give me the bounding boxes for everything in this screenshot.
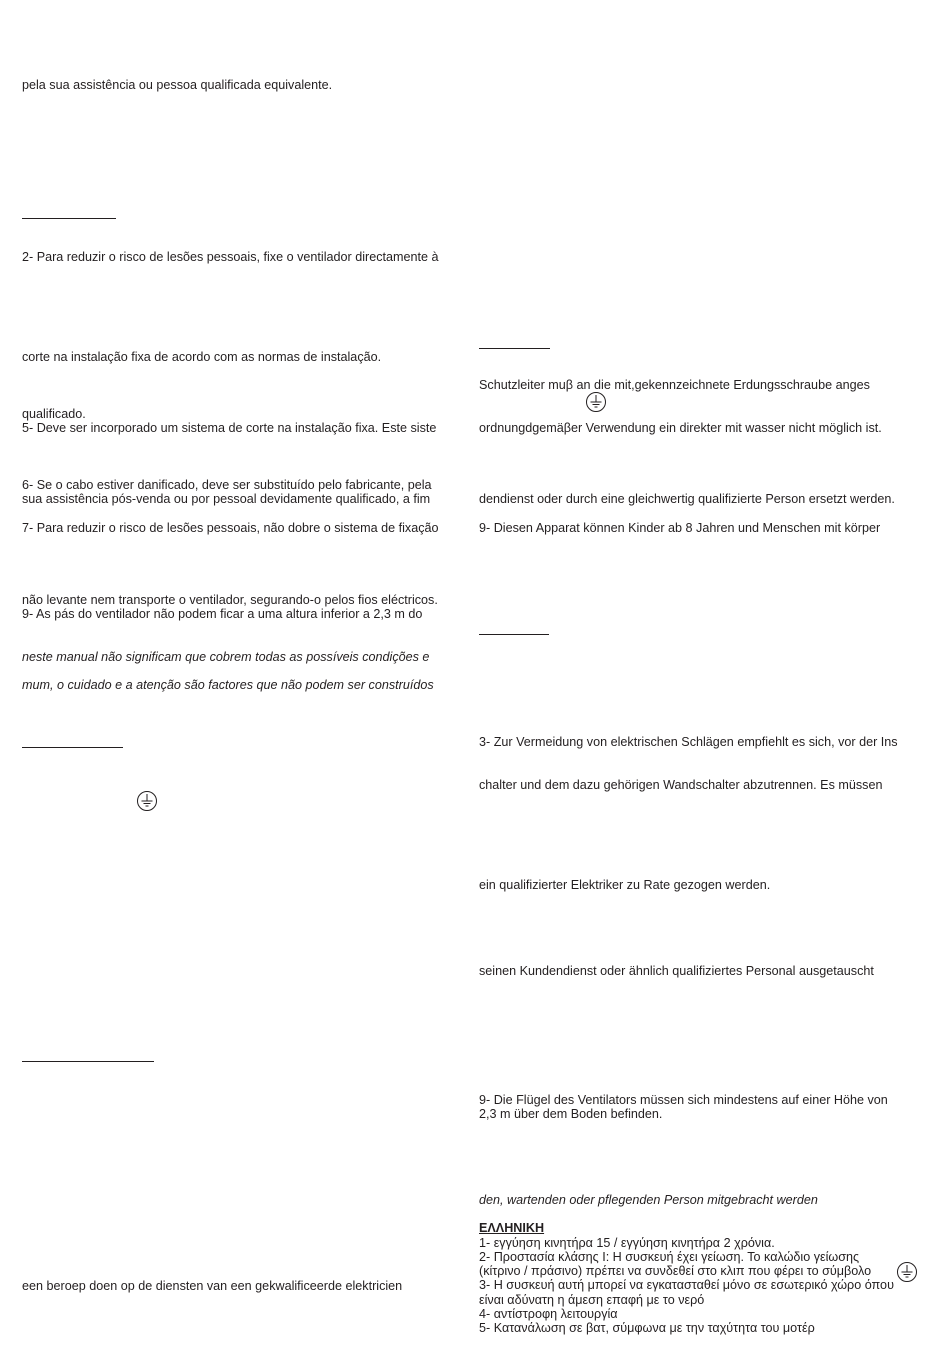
section-rule — [479, 348, 550, 349]
text-line: 5- Deve ser incorporado um sistema de corte na instalação fixa. Este siste — [22, 421, 437, 435]
section-rule — [22, 218, 116, 219]
text-line: είναι αδύνατη η άμεση επαφή με το νερό — [479, 1293, 705, 1307]
text-line: seinen Kundendienst oder ähnlich qualifiziertes Personal ausgetauscht — [479, 964, 874, 978]
text-line: sua assistência pós-venda ou por pessoal devidamente qualificado, a fim — [22, 492, 431, 506]
text-line: qualificado. — [22, 407, 86, 421]
text-line: 2- Para reduzir o risco de lesões pessoais, fixe o ventilador directamente à — [22, 250, 439, 264]
ground-symbol-icon — [585, 391, 607, 413]
text-line: 4- αντίστροφη λειτουργία — [479, 1307, 618, 1321]
text-line: 2- Προστασία κλάσης I: Η συσκευή έχει γείωση. Το καλώδιο γείωσης — [479, 1250, 860, 1264]
text-line: chalter und dem dazu gehörigen Wandschalter abzutrennen. Es müssen — [479, 778, 883, 792]
italic-text-line: neste manual não significam que cobrem todas as possíveis condições e — [22, 650, 430, 664]
section-rule — [22, 747, 123, 748]
italic-text-line: den, wartenden oder pflegenden Person mitgebracht werden — [479, 1193, 818, 1207]
text-line: não levante nem transporte o ventilador, segurando-o pelos fios eléctricos. — [22, 593, 438, 607]
text-line: Schutzleiter muβ an die mit,gekennzeichnete Erdungsschraube anges — [479, 378, 870, 392]
ground-symbol-icon — [136, 790, 158, 812]
text-line: 7- Para reduzir o risco de lesões pessoais, não dobre o sistema de fixação — [22, 521, 439, 535]
text-line: ein qualifizierter Elektriker zu Rate gezogen werden. — [479, 878, 771, 892]
text-line: dendienst oder durch eine gleichwertig qualifizierte Person ersetzt werden. — [479, 492, 895, 506]
text-line: 9- Die Flügel des Ventilators müssen sich mindestens auf einer Höhe von — [479, 1093, 888, 1107]
text-line: ordnungdgemäβer Verwendung ein direkter mit wasser nicht möglich ist. — [479, 421, 882, 435]
text-line: 9- Diesen Apparat können Kinder ab 8 Jahren und Menschen mit körper — [479, 521, 881, 535]
section-rule — [22, 1061, 154, 1062]
text-line: (κίτρινο / πράσινο) πρέπει να συνδεθεί στο κλιπ που φέρει το σύμβολο — [479, 1264, 872, 1278]
text-line: een beroep doen op de diensten van een gekwalificeerde elektricien — [22, 1279, 403, 1293]
text-line: 2,3 m über dem Boden befinden. — [479, 1107, 663, 1121]
italic-text-line: mum, o cuidado e a atenção são factores que não podem ser construídos — [22, 678, 434, 692]
text-line: pela sua assistência ou pessoa qualificada equivalente. — [22, 78, 333, 92]
text-line: 1- εγγύηση κινητήρα 15 / εγγύηση κινητήρα 2 χρόνια. — [479, 1236, 775, 1250]
text-line: corte na instalação fixa de acordo com as normas de instalação. — [22, 350, 382, 364]
text-line: 6- Se o cabo estiver danificado, deve ser substituído pelo fabricante, pela — [22, 478, 432, 492]
ground-symbol-icon — [896, 1261, 918, 1283]
text-line: 3- Zur Vermeidung von elektrischen Schlägen empfiehlt es sich, vor der Ins — [479, 735, 898, 749]
text-line: 3- Η συσκευή αυτή μπορεί να εγκατασταθεί μόνο σε εσωτερικό χώρο όπου — [479, 1278, 894, 1292]
text-line: 5- Κατανάλωση σε βατ, σύμφωνα με την ταχύτητα του μοτέρ — [479, 1321, 815, 1335]
section-rule — [479, 634, 549, 635]
greek-section-heading: ΕΛΛΗΝΙΚΗ — [479, 1221, 545, 1235]
text-line: 9- As pás do ventilador não podem ficar a uma altura inferior a 2,3 m do — [22, 607, 423, 621]
